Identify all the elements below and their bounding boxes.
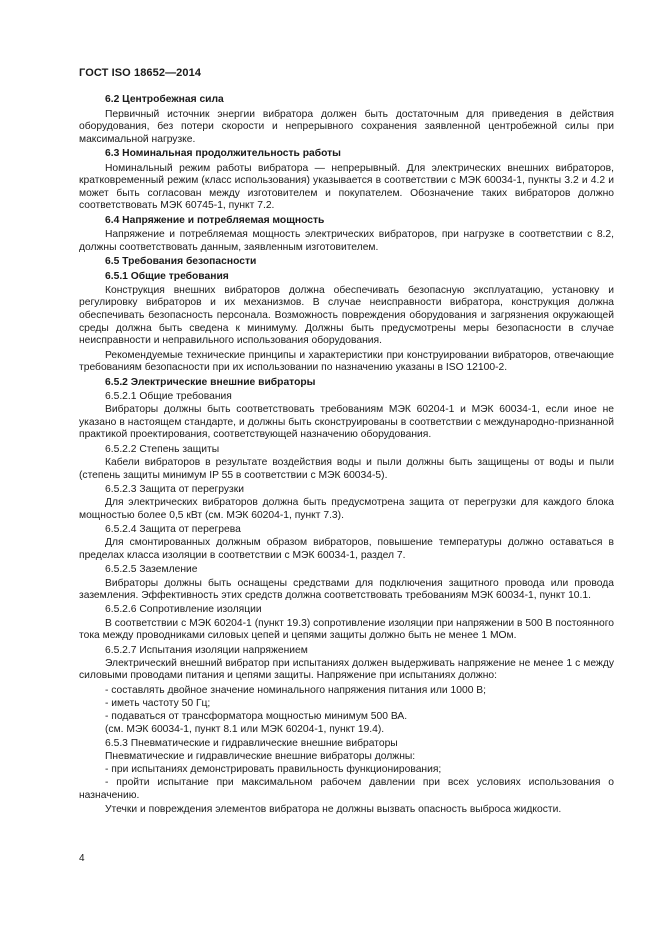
document-body [79,94,614,819]
list-item: - пройти испытание при максимальном рабочем давлении при всех условиях использования о назначению. [79,777,614,801]
section-6-5-2-7-title: 6.5.2.7 Испытания изоляции напряжением [105,644,308,656]
section-6-5-2-2-title: 6.5.2.2 Степень защиты [105,443,220,455]
section-6-2-text: Первичный источник энергии вибратора должен быть достаточным для приведения в действия оборудования, без потери скорости и непрерывного сохранения заявленной центробежной силы при максимальной нагрузке. [79,108,614,145]
section-6-5-3-text: Пневматические и гидравлические внешние вибраторы должны: [105,750,416,762]
section-6-5-1-title: 6.5.1 Общие требования [105,270,229,282]
section-6-5-2-6-title: 6.5.2.6 Сопротивление изоляции [105,604,262,616]
document-header: ГОСТ ISO 18652—2014 [79,67,202,79]
section-6-5-2-2-text: Кабели вибраторов в результате воздействия воды и пыли должны быть защищены от воды и пыли (степень защиты минимум IP 55 в соответствии с МЭК 60034-5). [79,456,614,481]
section-6-4-text: Напряжение и потребляемая мощность электрических вибраторов, при нагрузке в соответствии с 8.2, должны соответствовать данным, заявленным изготовителем. [79,229,614,253]
list-item: - иметь частоту 50 Гц; [105,698,211,710]
section-6-5-1-text: Конструкция внешних вибраторов должна обеспечивать безопасную эксплуатацию, установку и регулировку вибраторов и их механизмов. В случае неисправности вибратора, конструкция должна обеспечивать безопасность персонала. Возможность повреждения оборудования и загрязнения окружающей среды должна быть сведена к минимуму. Должны быть предусмотрены меры безопасности в случае неисправности и неправильного использования оборудования. [79,284,614,347]
section-6-5-2-7-text: Электрический внешний вибратор при испытаниях должен выдерживать напряжение не менее 1 с между силовыми проводами питания и цепями защиты. Напряжение при испытаниях должно: [79,657,614,682]
section-6-5-2-4-title: 6.5.2.4 Защита от перегрева [105,524,241,536]
section-6-5-2-1-title: 6.5.2.1 Общие требования [105,391,232,403]
section-6-5-3-title: 6.5.3 Пневматические и гидравлические внешние вибраторы [105,737,398,749]
section-6-5-2-4-text: Для смонтированных должным образом вибраторов, повышение температуры должно оставаться в пределах класса изоляции в соответствии с МЭК 60034-1, раздел 7. [79,537,614,561]
reference-note: (см. МЭК 60034-1, пункт 8.1 или МЭК 60204-1, пункт 19.4). [105,724,385,736]
section-6-5-2-1-text: Вибраторы должны быть соответствовать требованиям МЭК 60204-1 и МЭК 60034-1, если иное не указано в настоящем стандарте, и должны быть сконструированы в соответствии с международно-признанной практикой проектирования, соответствующей назначению оборудования. [79,404,614,441]
list-item: - составлять двойное значение номинального напряжения питания или 1000 В; [105,684,487,696]
list-item: - подаваться от трансформатора мощностью минимум 500 ВА. [105,711,408,723]
section-6-5-2-3-title: 6.5.2.3 Защита от перегрузки [105,483,245,495]
page-number: 4 [79,853,85,864]
section-6-2-title: 6.2 Центробежная сила [105,94,224,105]
section-6-5-2-5-text: Вибраторы должны быть оснащены средствами для подключения защитного провода или провода заземления. Эффективность этих средств должна соответствовать требованиям МЭК 60034-1, пункт 10.1. [79,577,614,602]
section-6-5-3-text-2: Утечки и повреждения элементов вибратора не должны вызвать опасность выброса жидкости. [105,804,562,816]
list-item: - при испытаниях демонстрировать правильность функционирования; [105,763,442,775]
section-6-5-2-5-title: 6.5.2.5 Заземление [105,564,198,576]
section-6-5-title: 6.5 Требования безопасности [105,256,257,268]
section-6-5-1-text-2: Рекомендуемые технические принципы и характеристики при конструировании вибраторов, отвечающие требованиям безопасности при их использовании по назначению указаны в ISO 12100-2. [79,349,614,374]
section-6-5-2-6-text: В соответствии с МЭК 60204-1 (пункт 19.3) сопротивление изоляции при напряжении в 500 В постоянного тока между проводниками силовых цепей и цепями защиты должно быть не менее 1 МОм. [79,617,614,642]
section-6-3-text: Номинальный режим работы вибратора — непрерывный. Для электрических внешних вибраторов, кратковременный режим (класс использования) указывается в соответствии с МЭК 60034-1, пункты 3.2 и 4.2 и может быть согласован между изготовителем и покупателем. Обозначение таких вибраторов должно соответствовать МЭК 60745-1, пункт 7.2. [79,162,614,212]
section-6-4-title: 6.4 Напряжение и потребляемая мощность [105,214,325,226]
section-6-5-2-3-text: Для электрических вибраторов должна быть предусмотрена защита от перегрузки для каждого блока мощностью более 0,5 кВт (см. МЭК 60204-1, пункт 7.3). [79,497,614,521]
section-6-5-2-title: 6.5.2 Электрические внешние вибраторы [105,376,316,388]
section-6-3-title: 6.3 Номинальная продолжительность работы [105,148,341,160]
